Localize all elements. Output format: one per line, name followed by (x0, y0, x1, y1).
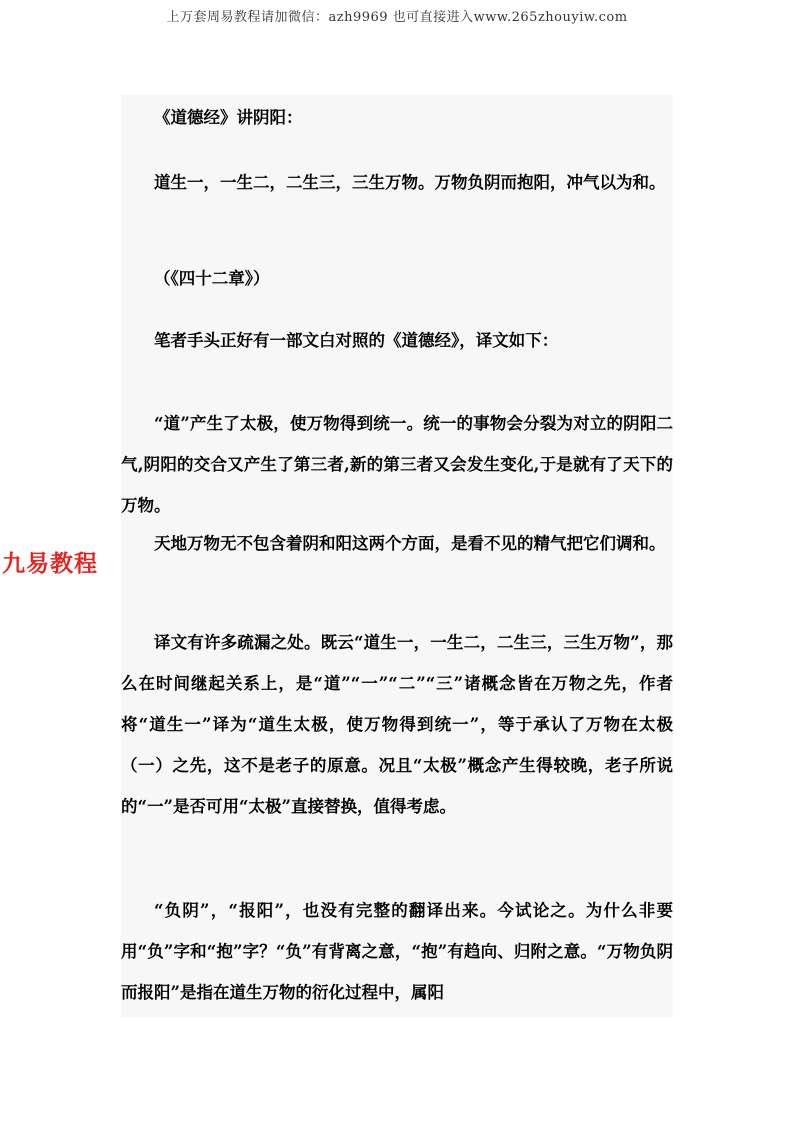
watermark-logo: 九易教程 (2, 551, 98, 577)
paragraph-chapter: （《四十二章》） (154, 269, 270, 288)
paragraph-commentary-1: 译文有许多疏漏之处。既云“道生一，一生二，二生三，三生万物”，那么在时间继起关系上，是“道”“一”“二”“三”诸概念皆在万物之先，作者将“道生一”译为“道生太极，使万物得到统一”，等于承认了万物在太极（一）之先，这不是老子的原意。况且“太极”概念产生得较晚，老子所说的“一”是否可用“太极”直接替换，值得考虑。 (121, 633, 673, 816)
paragraph-translation-2: 天地万物无不包含着阴和阳这两个方面，是看不见的精气把它们调和。 (154, 534, 666, 553)
paragraph-title: 《道德经》讲阴阳： (154, 108, 303, 127)
paragraph-commentary-2: “负阴”，“报阳”，也没有完整的翻译出来。今试论之。为什么非要用“负”字和“抱”字？“负”有背离之意，“抱”有趋向、归附之意。“万物负阴而报阳”是指在道生万物的衍化过程中，属阳 (121, 901, 673, 1002)
paragraph-intro: 笔者手头正好有一部文白对照的《道德经》，译文如下： (154, 331, 559, 350)
document-body (121, 95, 673, 1017)
paragraph-translation-1: “道”产生了太极，使万物得到统一。统一的事物会分裂为对立的阴阳二气,阴阳的交合又产生了第三者,新的第三者又会发生变化,于是就有了天下的万物。 (121, 414, 673, 515)
page-header: 上万套周易教程请加微信：azh9969 也可直接进入www.265zhouyiw.com (166, 10, 628, 25)
paragraph-quote: 道生一，一生二，二生三，三生万物。万物负阴而抱阳，冲气以为和。 (154, 173, 666, 192)
